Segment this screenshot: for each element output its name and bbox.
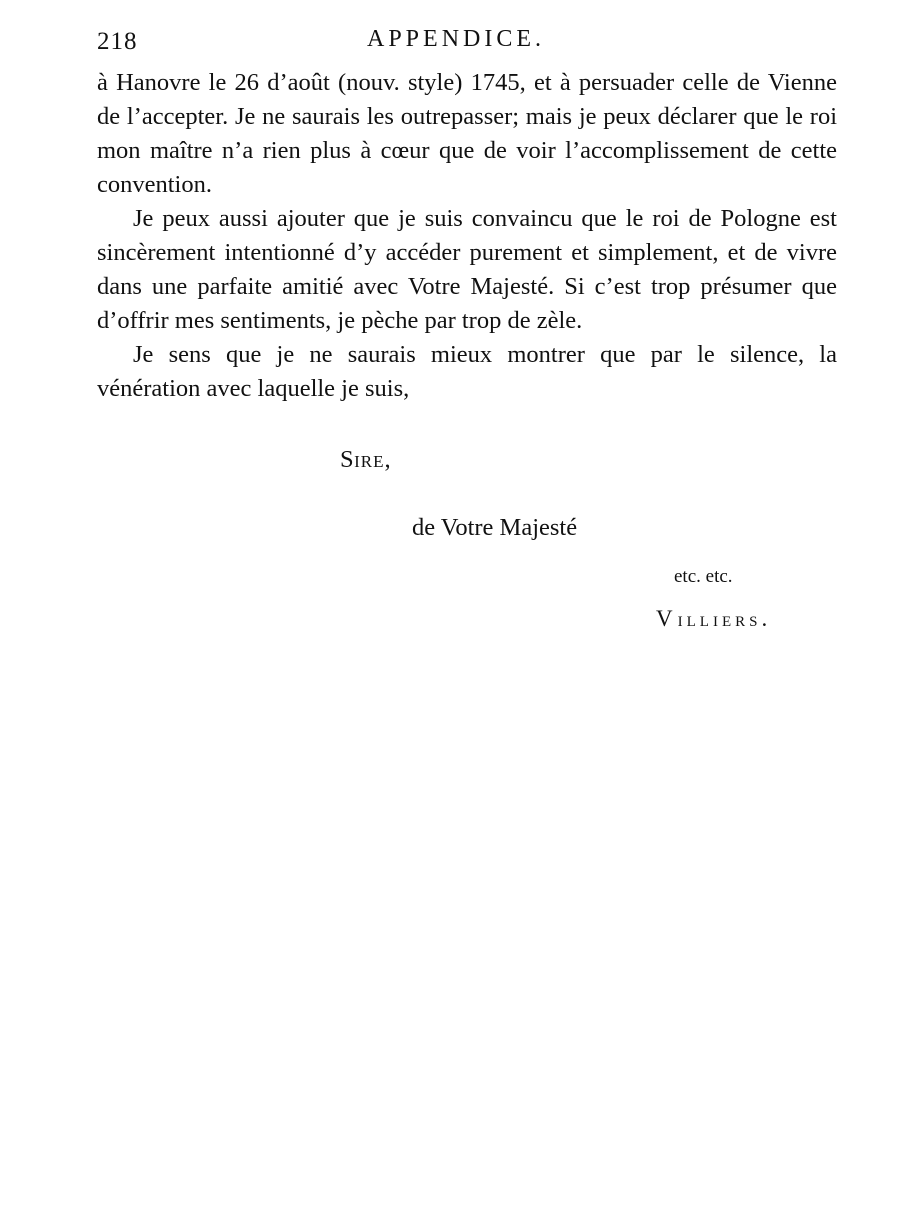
salutation-rest: IRE	[354, 452, 385, 471]
salutation-punct: ,	[384, 446, 392, 473]
page-header	[97, 24, 837, 58]
paragraph-continuation: à Hanovre le 26 d’août (nouv. style) 1745, et à persuader celle de Vienne de l’accepter. Je ne saurais les outrepasser; mais je peux déclarer que le roi mon maître n’a rien plus à cœur que de voir l’accomplissement de cette convention.	[97, 69, 837, 198]
salutation-initial: S	[340, 446, 355, 473]
signature-initial: V	[656, 606, 678, 631]
paragraph-poland: Je peux aussi ajouter que je suis convaincu que le roi de Pologne est sincèrement intentionné d’y accéder purement et simplement, et de vivre dans une parfaite amitié avec Votre Majesté. Si c’est trop présumer que d’offrir mes sentiments, je pèche par trop de zèle.	[97, 205, 837, 334]
letter-body	[97, 66, 837, 406]
salutation	[340, 446, 391, 474]
subscription: de Votre Majesté	[412, 514, 578, 541]
signature-punct: .	[761, 606, 773, 631]
paragraph-veneration: Je sens que je ne saurais mieux montrer que par le silence, la vénération avec laquelle je suis,	[97, 341, 837, 402]
running-title: APPENDICE.	[367, 26, 546, 52]
etc-line: etc. etc.	[674, 566, 733, 587]
signature-rest: ILLIERS	[677, 614, 762, 630]
page-number: 218	[97, 28, 138, 55]
signature	[656, 606, 772, 632]
